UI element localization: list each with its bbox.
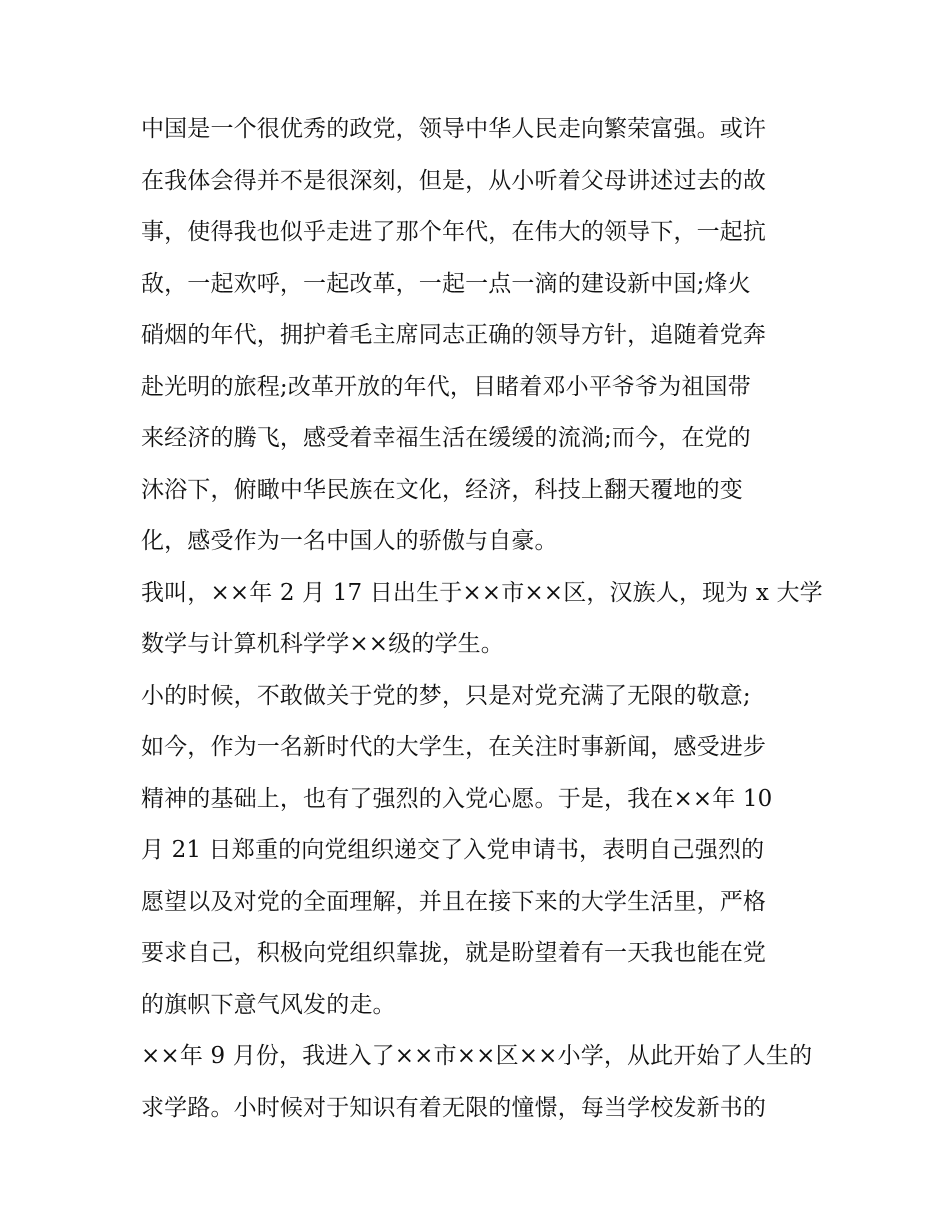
text-line: 来经济的腾飞，感受着幸福生活在缓缓的流淌;而今，在党的 <box>141 425 751 451</box>
text-line: 求学路。小时候对于知识有着无限的憧憬，每当学校发新书的 <box>141 1094 767 1121</box>
body-text <box>141 104 821 1134</box>
text-line: 愿望以及对党的全面理解，并且在接下来的大学生活里，严格 <box>141 888 767 915</box>
text-line: 的旗帜下意气风发的走。 <box>141 991 396 1018</box>
text-line: 月 21 日郑重的向党组织递交了入党申请书，表明自己强烈的 <box>141 837 765 863</box>
text-line: 精神的基础上，也有了强烈的入党心愿。于是，我在××年 10 <box>141 785 773 812</box>
text-line: 沐浴下，俯瞰中华民族在文化，经济，科技上翻天覆地的变 <box>141 476 743 503</box>
text-line: 化，感受作为一名中国人的骄傲与自豪。 <box>141 528 558 554</box>
text-line: 要求自己，积极向党组织靠拢，就是盼望着有一天我也能在党 <box>141 940 767 966</box>
text-line: 我叫，××年 2 月 17 日出生于××市××区，汉族人，现为 x 大学 <box>141 579 823 606</box>
text-line: 在我体会得并不是很深刻，但是，从小听着父母讲述过去的故 <box>141 167 767 194</box>
text-line: 小的时候，不敢做关于党的梦，只是对党充满了无限的敬意; <box>141 682 751 709</box>
text-line: 硝烟的年代，拥护着毛主席同志正确的领导方针，追随着党奔 <box>141 322 767 348</box>
text-line: 中国是一个很优秀的政党，领导中华人民走向繁荣富强。或许 <box>141 116 767 142</box>
text-line: 敌，一起欢呼，一起改革，一起一点一滴的建设新中国;烽火 <box>141 270 751 297</box>
text-line: 如今，作为一名新时代的大学生，在关注时事新闻，感受进步 <box>141 734 767 760</box>
text-line: 数学与计算机科学学××级的学生。 <box>141 631 504 657</box>
text-line: ××年 9 月份，我进入了××市××区××小学，从此开始了人生的 <box>141 1043 813 1069</box>
text-line: 事，使得我也似乎走进了那个年代，在伟大的领导下，一起抗 <box>141 219 767 245</box>
text-line: 赴光明的旅程;改革开放的年代，目睹着邓小平爷爷为祖国带 <box>141 373 751 400</box>
